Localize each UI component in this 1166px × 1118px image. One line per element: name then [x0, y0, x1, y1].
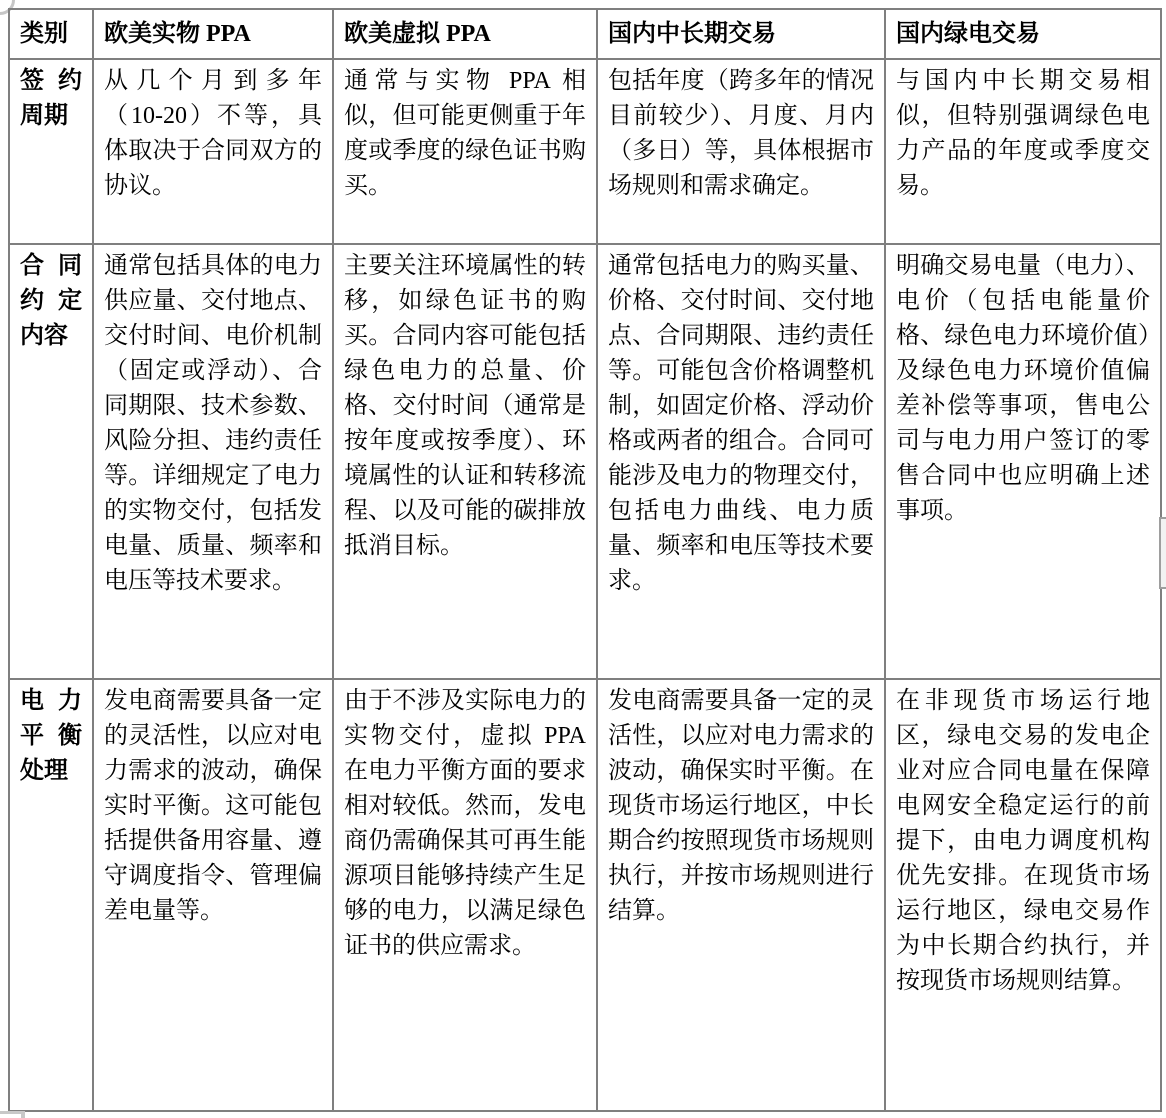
comparison-table — [8, 8, 1162, 1112]
table-cell: 通常与实物 PPA 相似，但可能更侧重于年度或季度的绿色证书购买。 — [333, 59, 597, 244]
table-cell: 发电商需要具备一定的灵活性，以应对电力需求的波动，确保实时平衡。在现货市场运行地区，中长期合约按照现货市场规则执行，并按市场规则进行结算。 — [597, 679, 885, 1111]
table-cell: 与国内中长期交易相似，但特别强调绿色电力产品的年度或季度交易。 — [885, 59, 1161, 244]
table-row-signing-cycle — [9, 59, 1161, 244]
table-cell: 通常包括具体的电力供应量、交付地点、交付时间、电价机制（固定或浮动）、合同期限、技术参数、风险分担、违约责任等。详细规定了电力的实物交付，包括发电量、质量、频率和电压等技术要求。 — [93, 244, 333, 679]
table-row-contract-content — [9, 244, 1161, 679]
header-cell-domestic-mlt: 国内中长期交易 — [597, 9, 885, 59]
table-header-row — [9, 9, 1161, 59]
header-cell-category: 类别 — [9, 9, 93, 59]
row-label-power-balance: 电力平衡处理 — [9, 679, 93, 1111]
table-cell: 明确交易电量（电力）、电价（包括电能量价格、绿色电力环境价值）及绿色电力环境价值偏差补偿等事项，售电公司与电力用户签订的零售合同中也应明确上述事项。 — [885, 244, 1161, 679]
table-row-power-balance — [9, 679, 1161, 1111]
row-label-signing-cycle: 签约周期 — [9, 59, 93, 244]
table-cell: 包括年度（跨多年的情况目前较少）、月度、月内（多日）等，具体根据市场规则和需求确定。 — [597, 59, 885, 244]
page-corner-mark — [0, 1111, 25, 1118]
table-cell: 发电商需要具备一定的灵活性，以应对电力需求的波动，确保实时平衡。这可能包括提供备用容量、遵守调度指令、管理偏差电量等。 — [93, 679, 333, 1111]
table-cell: 由于不涉及实际电力的实物交付，虚拟 PPA 在电力平衡方面的要求相对较低。然而，发电商仍需确保其可再生能源项目能够持续产生足够的电力，以满足绿色证书的供应需求。 — [333, 679, 597, 1111]
table-cell: 从几个月到多年（10-20）不等，具体取决于合同双方的协议。 — [93, 59, 333, 244]
row-label-contract-content: 合同约定内容 — [9, 244, 93, 679]
table-cell: 在非现货市场运行地区，绿电交易的发电企业对应合同电量在保障电网安全稳定运行的前提下，由电力调度机构优先安排。在现货市场运行地区，绿电交易作为中长期合约执行，并按现货市场规则结算。 — [885, 679, 1161, 1111]
scrollbar-thumb[interactable] — [1159, 517, 1166, 589]
header-cell-domestic-green: 国内绿电交易 — [885, 9, 1161, 59]
table-cell: 主要关注环境属性的转移，如绿色证书的购买。合同内容可能包括绿色电力的总量、价格、交付时间（通常是按年度或按季度）、环境属性的认证和转移流程、以及可能的碳排放抵消目标。 — [333, 244, 597, 679]
header-cell-physical-ppa: 欧美实物 PPA — [93, 9, 333, 59]
table-cell: 通常包括电力的购买量、价格、交付时间、交付地点、合同期限、违约责任等。可能包含价格调整机制，如固定价格、浮动价格或两者的组合。合同可能涉及电力的物理交付，包括电力曲线、电力质量、频率和电压等技术要求。 — [597, 244, 885, 679]
header-cell-virtual-ppa: 欧美虚拟 PPA — [333, 9, 597, 59]
